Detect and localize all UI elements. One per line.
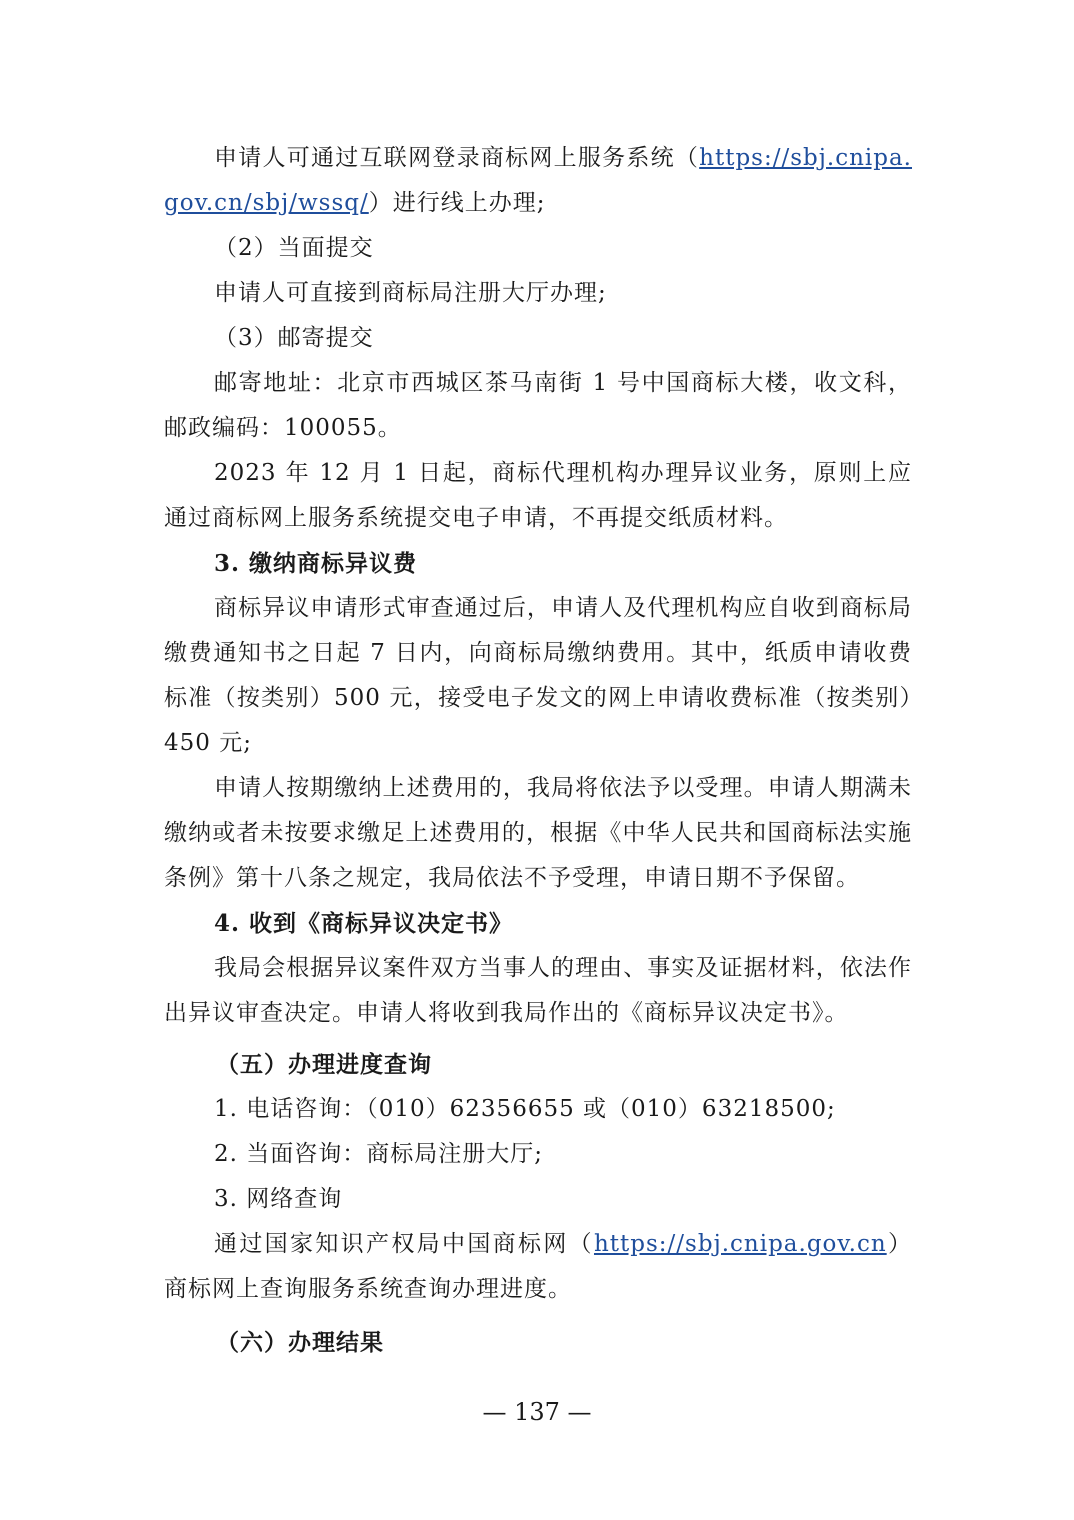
item-2-title: （2）当面提交	[214, 235, 374, 261]
online-submission-paragraph	[164, 136, 912, 226]
section-6-heading: （六）办理结果	[216, 1329, 384, 1356]
fee-paragraph: 商标异议申请形式审查通过后，申请人及代理机构应自收到商标局缴费通知书之日起 7 日内，向商标局缴纳费用。其中，纸质申请收费标准（按类别）500 元，接受电子发文的网上申请收费标准（按类别）450 元;	[164, 595, 912, 756]
section-4-heading: 4. 收到《商标异议决定书》	[214, 910, 514, 937]
item-3-title: （3）邮寄提交	[214, 325, 374, 351]
online-service-link[interactable]: https://sbj.cnipa.gov.cn/sbj/wssq/	[164, 145, 912, 216]
mailing-address-paragraph: 邮寄地址：北京市西城区茶马南街 1 号中国商标大楼，收文科，邮政编码：100055。	[164, 370, 912, 441]
document-body	[164, 136, 912, 1365]
online-inquiry-item: 3. 网络查询	[214, 1186, 343, 1212]
item-2-text: 申请人可直接到商标局注册大厅办理;	[214, 280, 607, 306]
trademark-site-link[interactable]: https://sbj.cnipa.gov.cn	[593, 1231, 887, 1257]
online-text-start: 申请人可通过互联网登录商标网上服务系统（	[214, 145, 700, 171]
section-5-heading: （五）办理进度查询	[216, 1051, 432, 1078]
in-person-inquiry-item: 2. 当面咨询：商标局注册大厅;	[214, 1141, 544, 1167]
inquiry-text-end: ）商标网上查询服务系统查询办理进度。	[164, 1231, 913, 1302]
inquiry-text-start: 通过国家知识产权局中国商标网（	[214, 1231, 594, 1257]
online-text-end: ）进行线上办理;	[368, 190, 546, 216]
spacer	[164, 1312, 912, 1320]
page-number: — 137 —	[482, 1398, 592, 1426]
decision-paragraph: 我局会根据异议案件双方当事人的理由、事实及证据材料，依法作出异议审查决定。申请人将收到我局作出的《商标异议决定书》。	[164, 955, 912, 1026]
section-3-heading: 3. 缴纳商标异议费	[214, 550, 418, 577]
phone-inquiry-item: 1. 电话咨询：（010）62356655 或（010）63218500;	[214, 1096, 836, 1122]
online-inquiry-paragraph	[164, 1222, 912, 1312]
electronic-notice-paragraph: 2023 年 12 月 1 日起，商标代理机构办理异议业务，原则上应通过商标网上服务系统提交电子申请，不再提交纸质材料。	[164, 460, 912, 531]
acceptance-paragraph: 申请人按期缴纳上述费用的，我局将依法予以受理。申请人期满未缴纳或者未按要求缴足上述费用的，根据《中华人民共和国商标法实施条例》第十八条之规定，我局依法不予受理，申请日期不予保留。	[164, 775, 912, 891]
